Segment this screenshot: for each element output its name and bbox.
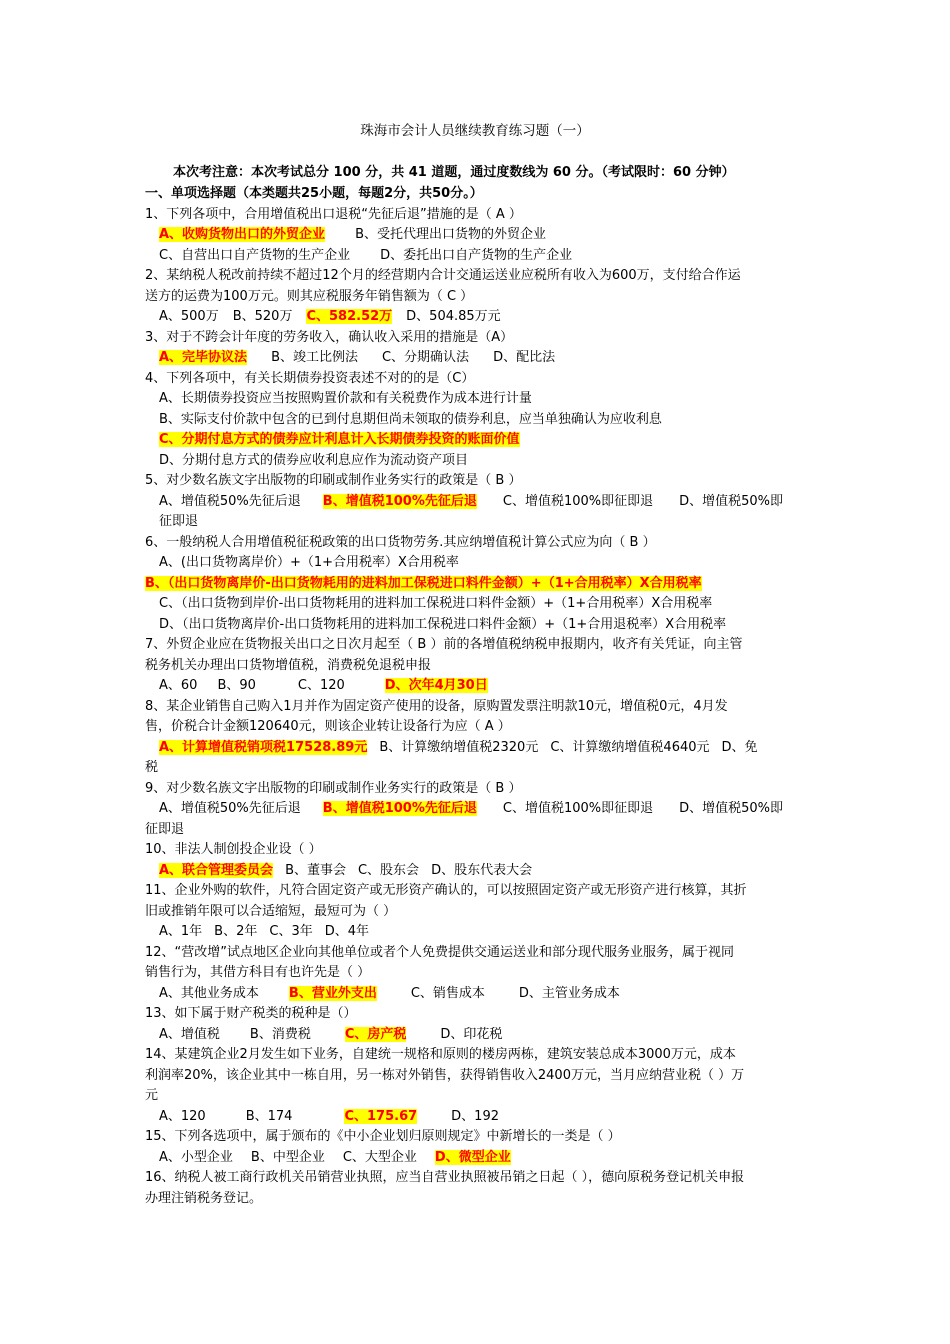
question-1-stem: 1、下列各项中，合用增值税出口退税“先征后退”措施的是（ A ） (145, 206, 522, 222)
question-5-stem: 5、对少数名族文字出版物的印刷或制作业务实行的政策是（ B ） (145, 473, 522, 488)
question-13-option-a: A、增值税 (159, 1026, 220, 1042)
question-13-stem: 13、如下属于财产税类的税种是（） (145, 1006, 357, 1021)
exam-notice: 本次考注意：本次考试总分 100 分，共 41 道题，通过度数线为 60 分。（考试限时：60 分钟） (173, 165, 735, 180)
question-2-answer: C、582.52万 (306, 309, 393, 324)
question-14-option-b: B、174 (245, 1108, 293, 1124)
question-14-options (145, 1107, 809, 1128)
question-1-option-b: B、受托代理出口货物的外贸企业 (355, 227, 546, 242)
question-4-answer-line (145, 430, 809, 451)
question-10-stem: 10、非法人制创投企业设（ ） (145, 842, 322, 857)
question-10-option-d: D、股东代表大会 (431, 862, 533, 878)
question-11-option-b: B、2年 (214, 924, 258, 939)
question-1-options-ab (145, 225, 809, 246)
question-2-stem: 2、某纳税人税改前持续不超过12个月的经营期内合计交通运送业应税所有收入为600万，支付给合作运 (145, 268, 741, 283)
question-2-options (145, 307, 809, 328)
question-3-option-b: B、竣工比例法 (271, 350, 358, 365)
question-1-options-cd (145, 246, 809, 267)
question-14-stem-cont: 利润率20%，该企业其中一栋自用，另一栋对外销售，获得销售收入2400万元，当月应纳营业税（ ）万 (145, 1067, 745, 1083)
question-16-stem: 16、纳税人被工商行政机关吊销营业执照，应当自营业执照被吊销之日起（ ），德向原税务登记机关申报 (145, 1170, 745, 1185)
question-16-stem-cont: 办理注销税务登记。 (145, 1190, 263, 1206)
question-6-answer-line (145, 574, 809, 595)
page-title: 珠海市会计人员继续教育练习题（一） (360, 123, 590, 139)
question-list (145, 184, 809, 1209)
question-6-option-a: A、(出口货物离岸价）+（1+合用税率）X合用税率 (159, 555, 459, 570)
question-9-option-a: A、增值税50%先征后退 (159, 801, 301, 816)
question-5-answer: B、增值税100%先征后退 (322, 493, 477, 509)
question-1-answer: A、收购货物出口的外贸企业 (159, 227, 326, 242)
question-3-options (145, 348, 809, 369)
question-13-option-d: D、印花税 (440, 1026, 503, 1042)
question-9-option-c: C、增值税100%即征即退 (502, 801, 654, 816)
question-13-answer: C、房产税 (344, 1026, 407, 1042)
question-2-option-b: B、520万 (232, 309, 293, 324)
question-12-stem-cont: 销售行为，其借方科目有也许先是（ ） (145, 965, 371, 980)
question-1-option-c: C、自营出口自产货物的生产企业 (159, 247, 351, 263)
question-7-answer: D、次年4月30日 (384, 678, 488, 693)
question-3-option-c: C、分期确认法 (381, 350, 470, 365)
question-9-option-d-cont: 征即退 (145, 821, 185, 837)
question-11-options (145, 922, 809, 943)
question-4-stem: 4、下列各项中，有关长期债券投资表述不对的的是（C） (145, 370, 475, 386)
question-8-options (145, 738, 809, 759)
question-8-option-d-cont: 税 (145, 760, 159, 775)
question-5-option-d: D、增值税50%即 (679, 493, 784, 509)
question-7-option-b: B、90 (217, 678, 256, 693)
question-11-option-d: D、4年 (324, 924, 370, 939)
question-9-answer: B、增值税100%先征后退 (322, 801, 477, 816)
question-12-option-d: D、主管业务成本 (518, 985, 620, 1001)
question-4-option-d: D、分期付息方式的债券应收利息应作为流动资产项目 (159, 452, 469, 468)
question-7-options (145, 676, 809, 697)
question-3-answer: A、完毕协议法 (159, 350, 248, 365)
question-1-option-d: D、委托出口自产货物的生产企业 (380, 247, 573, 263)
question-4-option-b: B、实际支付价款中包含的已到付息期但尚未领取的债券利息，应当单独确认为应收利息 (159, 411, 662, 427)
question-10-option-c: C、股东会 (357, 862, 420, 878)
question-12-option-a: A、其他业务成本 (159, 985, 259, 1001)
question-14-answer: C、175.67 (344, 1108, 418, 1124)
question-5-option-a: A、增值税50%先征后退 (159, 493, 301, 509)
question-11-option-c: C、3年 (269, 924, 313, 939)
question-3-stem: 3、对于不跨会计年度的劳务收入，确认收入采用的措施是（A） (145, 329, 514, 345)
question-11-stem: 11、企业外购的软件，凡符合固定资产或无形资产确认的，可以按照固定资产或无形资产进行核算，其折 (145, 883, 747, 898)
question-2-option-a: A、500万 (159, 309, 219, 324)
question-15-option-a: A、小型企业 (159, 1149, 233, 1165)
question-12-answer: B、营业外支出 (288, 985, 377, 1001)
question-10-options (145, 861, 809, 882)
question-14-option-a: A、120 (159, 1108, 206, 1124)
question-15-options (145, 1148, 809, 1169)
question-2-option-d: D、504.85万元 (406, 309, 501, 324)
question-14-option-d: D、192 (451, 1108, 499, 1124)
question-11-stem-cont: 旧或推销年限可以合适缩短，最短可为（ ） (145, 903, 397, 919)
question-9-option-d: D、增值税50%即 (679, 801, 784, 816)
question-10-option-b: B、董事会 (285, 862, 346, 878)
question-8-answer: A、计算增值税销项税17528.89元 (159, 739, 368, 755)
question-7-stem-cont: 税务机关办理出口货物增值税，消费税免退税申报 (145, 657, 432, 673)
question-15-stem: 15、下列各选项中，属于颁布的《中小企业划归原则规定》中新增长的一类是（ ） (145, 1129, 621, 1144)
question-11-option-a: A、1年 (159, 924, 203, 939)
question-14-stem-end: 元 (145, 1088, 159, 1103)
question-13-options (145, 1025, 809, 1046)
question-5-option-d-cont: 征即退 (159, 514, 199, 529)
question-6-option-d: D、（出口货物离岸价-出口货物耗用的进料加工保税进口料件金额）+（1+合用退税率）X合用税率 (159, 616, 727, 632)
question-6-stem: 6、一般纳税人合用增值税征税政策的出口货物劳务.其应纳增值税计算公式应为向（ B ） (145, 534, 656, 550)
question-9-stem: 9、对少数名族文字出版物的印刷或制作业务实行的政策是（ B ） (145, 780, 522, 796)
question-8-option-d: D、免 (721, 739, 758, 755)
question-12-option-c: C、销售成本 (410, 985, 485, 1001)
question-10-answer: A、联合管理委员会 (159, 862, 274, 878)
question-15-option-b: B、中型企业 (250, 1149, 325, 1165)
question-13-option-b: B、消费税 (249, 1026, 311, 1042)
question-6-option-c: C、（出口货物到岸价-出口货物耗用的进料加工保税进口料件金额）+（1+合用税率）X合用税率 (159, 596, 713, 611)
section-heading: 一、单项选择题（本类题共25小题，每题2分，共50分。） (145, 186, 483, 201)
question-9-options (145, 799, 809, 820)
question-8-stem-cont: 售，价税合计金额120640元，则该企业转让设备行为应（ A ） (145, 719, 511, 734)
question-2-stem-cont: 送方的运费为100万元。则其应税服务年销售额为（ C ） (145, 288, 474, 304)
question-8-stem: 8、某企业销售自己购入1月并作为固定资产使用的设备，原购置发票注明款10元，增值税0元，4月发 (145, 698, 728, 714)
question-5-option-c: C、增值税100%即征即退 (502, 493, 654, 509)
question-7-option-c: C、120 (297, 678, 345, 693)
question-4-option-a: A、长期债券投资应当按照购置价款和有关税费作为成本进行计量 (159, 391, 532, 406)
question-15-option-c: C、大型企业 (342, 1149, 417, 1165)
question-7-stem: 7、外贸企业应在货物报关出口之日次月起至（ B ）前的各增值税纳税申报期内，收齐有关凭证，向主管 (145, 637, 743, 652)
question-15-answer: D、微型企业 (434, 1149, 511, 1165)
question-8-option-c: C、计算缴纳增值税4640元 (550, 739, 710, 755)
question-12-stem: 12、“营改增”试点地区企业向其他单位或者个人免费提供交通运送业和部分现代服务业服务，属于视同 (145, 944, 735, 960)
question-12-options (145, 984, 809, 1005)
question-7-option-a: A、60 (159, 678, 198, 693)
question-5-options (145, 492, 809, 513)
question-4-answer: C、分期付息方式的债券应计利息计入长期债券投资的账面价值 (159, 432, 520, 447)
question-8-option-b: B、计算缴纳增值税2320元 (379, 739, 539, 755)
question-14-stem: 14、某建筑企业2月发生如下业务，自建统一规格和原则的楼房两栋，建筑安装总成本3000万元，成本 (145, 1047, 736, 1062)
question-6-answer: B、（出口货物离岸价-出口货物耗用的进料加工保税进口料件金额）+（1+合用税率）X合用税率 (145, 575, 702, 591)
question-3-option-d: D、配比法 (493, 350, 556, 365)
